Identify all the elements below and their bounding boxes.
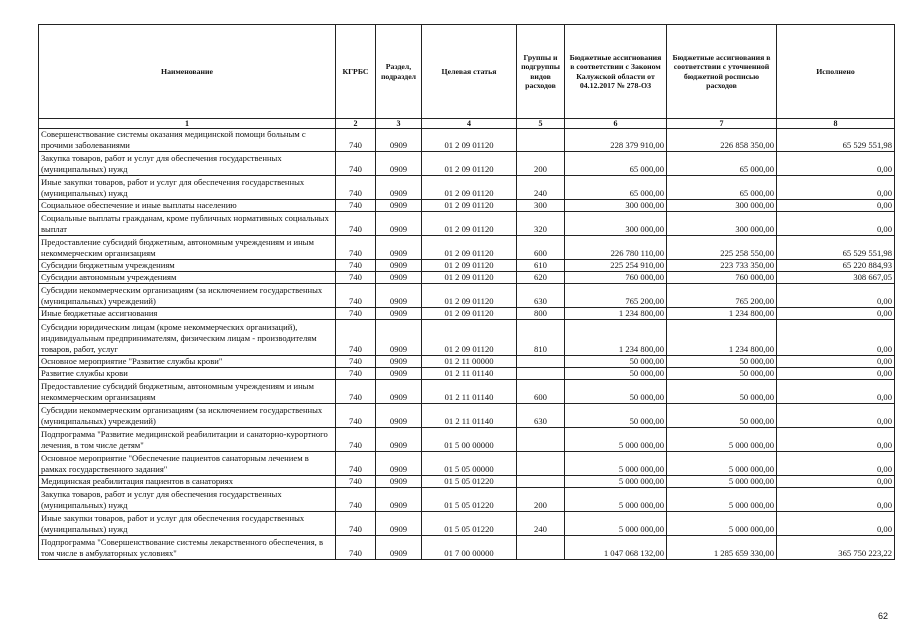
row-section: 0909 <box>376 404 422 428</box>
row-expense-group: 630 <box>517 404 565 428</box>
table-row <box>39 200 895 212</box>
row-name: Иные бюджетные ассигнования <box>39 308 336 320</box>
row-name: Предоставление субсидий бюджетным, автономным учреждениям и иным некоммерческим организациям <box>39 236 336 260</box>
row-expense-group: 200 <box>517 488 565 512</box>
row-kgrbs: 740 <box>336 200 376 212</box>
column-number: 8 <box>777 119 895 129</box>
row-target-article: 01 2 09 01120 <box>422 212 517 236</box>
row-kgrbs: 740 <box>336 380 376 404</box>
row-executed-amount: 0,00 <box>777 404 895 428</box>
row-name: Основное мероприятие "Обеспечение пациентов санаторным лечением в рамках государственного задания" <box>39 452 336 476</box>
row-executed-amount: 0,00 <box>777 356 895 368</box>
row-name: Закупка товаров, работ и услуг для обеспечения государственных (муниципальных) нужд <box>39 488 336 512</box>
row-kgrbs: 740 <box>336 152 376 176</box>
row-name: Предоставление субсидий бюджетным, автономным учреждениям и иным некоммерческим организациям <box>39 380 336 404</box>
row-refined-amount: 760 000,00 <box>667 272 777 284</box>
header-row <box>39 25 895 119</box>
table-row <box>39 236 895 260</box>
row-kgrbs: 740 <box>336 512 376 536</box>
row-refined-amount: 50 000,00 <box>667 380 777 404</box>
row-expense-group <box>517 476 565 488</box>
row-executed-amount: 65 220 884,93 <box>777 260 895 272</box>
column-number: 4 <box>422 119 517 129</box>
row-name: Субсидии бюджетным учреждениям <box>39 260 336 272</box>
row-name: Совершенствование системы оказания медицинской помощи больным с прочими заболеваниями <box>39 129 336 152</box>
row-target-article: 01 2 11 01140 <box>422 368 517 380</box>
row-law-amount: 300 000,00 <box>565 212 667 236</box>
row-name: Иные закупки товаров, работ и услуг для обеспечения государственных (муниципальных) нужд <box>39 512 336 536</box>
row-law-amount: 228 379 910,00 <box>565 129 667 152</box>
row-executed-amount: 0,00 <box>777 284 895 308</box>
row-kgrbs: 740 <box>336 129 376 152</box>
row-law-amount: 5 000 000,00 <box>565 488 667 512</box>
row-kgrbs: 740 <box>336 308 376 320</box>
row-executed-amount: 0,00 <box>777 512 895 536</box>
row-executed-amount: 0,00 <box>777 212 895 236</box>
row-kgrbs: 740 <box>336 404 376 428</box>
row-law-amount: 5 000 000,00 <box>565 476 667 488</box>
row-refined-amount: 300 000,00 <box>667 212 777 236</box>
row-executed-amount: 0,00 <box>777 176 895 200</box>
row-target-article: 01 2 09 01120 <box>422 129 517 152</box>
row-law-amount: 1 047 068 132,00 <box>565 536 667 560</box>
row-target-article: 01 2 09 01120 <box>422 284 517 308</box>
row-section: 0909 <box>376 356 422 368</box>
header-refined: Бюджетные ассигнования в соответствии с уточненной бюджетной росписью расходов <box>667 25 777 119</box>
row-expense-group: 600 <box>517 380 565 404</box>
row-law-amount: 50 000,00 <box>565 368 667 380</box>
header-group: Группы и подгруппы видов расходов <box>517 25 565 119</box>
row-expense-group: 200 <box>517 152 565 176</box>
column-number: 2 <box>336 119 376 129</box>
row-refined-amount: 65 000,00 <box>667 176 777 200</box>
row-law-amount: 300 000,00 <box>565 200 667 212</box>
row-refined-amount: 765 200,00 <box>667 284 777 308</box>
row-expense-group: 810 <box>517 320 565 356</box>
row-kgrbs: 740 <box>336 428 376 452</box>
row-expense-group: 320 <box>517 212 565 236</box>
row-target-article: 01 2 09 01120 <box>422 176 517 200</box>
table-row <box>39 368 895 380</box>
row-target-article: 01 5 05 01220 <box>422 488 517 512</box>
table-row <box>39 129 895 152</box>
row-section: 0909 <box>376 428 422 452</box>
row-refined-amount: 5 000 000,00 <box>667 488 777 512</box>
table-row <box>39 356 895 368</box>
row-executed-amount: 0,00 <box>777 320 895 356</box>
row-expense-group: 610 <box>517 260 565 272</box>
header-target: Целевая статья <box>422 25 517 119</box>
row-target-article: 01 2 11 00000 <box>422 356 517 368</box>
row-kgrbs: 740 <box>336 320 376 356</box>
row-refined-amount: 223 733 350,00 <box>667 260 777 272</box>
row-name: Основное мероприятие "Развитие службы крови" <box>39 356 336 368</box>
row-target-article: 01 2 09 01120 <box>422 200 517 212</box>
table-row <box>39 404 895 428</box>
header-kgrbs: КГРБС <box>336 25 376 119</box>
row-law-amount: 5 000 000,00 <box>565 512 667 536</box>
row-executed-amount: 65 529 551,98 <box>777 129 895 152</box>
row-section: 0909 <box>376 536 422 560</box>
column-number: 7 <box>667 119 777 129</box>
row-section: 0909 <box>376 476 422 488</box>
row-expense-group <box>517 428 565 452</box>
row-name: Закупка товаров, работ и услуг для обеспечения государственных (муниципальных) нужд <box>39 152 336 176</box>
row-kgrbs: 740 <box>336 368 376 380</box>
row-refined-amount: 5 000 000,00 <box>667 512 777 536</box>
row-section: 0909 <box>376 488 422 512</box>
row-refined-amount: 50 000,00 <box>667 356 777 368</box>
row-name: Субсидии некоммерческим организациям (за исключением государственных (муниципальных) учреждений) <box>39 284 336 308</box>
row-law-amount: 50 000,00 <box>565 380 667 404</box>
row-target-article: 01 2 09 01120 <box>422 272 517 284</box>
header-section: Раздел, подраздел <box>376 25 422 119</box>
row-executed-amount: 0,00 <box>777 428 895 452</box>
row-executed-amount: 308 667,05 <box>777 272 895 284</box>
row-executed-amount: 65 529 551,98 <box>777 236 895 260</box>
row-law-amount: 50 000,00 <box>565 404 667 428</box>
row-section: 0909 <box>376 260 422 272</box>
header-law: Бюджетные ассигнования в соответствии с Законом Калужской области от 04.12.2017 № 278-ОЗ <box>565 25 667 119</box>
row-law-amount: 765 200,00 <box>565 284 667 308</box>
row-target-article: 01 5 05 01220 <box>422 476 517 488</box>
row-section: 0909 <box>376 284 422 308</box>
row-target-article: 01 5 00 00000 <box>422 428 517 452</box>
row-expense-group: 300 <box>517 200 565 212</box>
row-name: Социальное обеспечение и иные выплаты населению <box>39 200 336 212</box>
row-executed-amount: 0,00 <box>777 488 895 512</box>
row-expense-group <box>517 129 565 152</box>
row-law-amount: 5 000 000,00 <box>565 452 667 476</box>
row-executed-amount: 0,00 <box>777 152 895 176</box>
row-executed-amount: 0,00 <box>777 308 895 320</box>
table-row <box>39 512 895 536</box>
column-number: 5 <box>517 119 565 129</box>
row-target-article: 01 2 09 01120 <box>422 320 517 356</box>
row-executed-amount: 365 750 223,22 <box>777 536 895 560</box>
row-law-amount: 65 000,00 <box>565 152 667 176</box>
row-refined-amount: 225 258 550,00 <box>667 236 777 260</box>
row-name: Медицинская реабилитация пациентов в санаториях <box>39 476 336 488</box>
row-kgrbs: 740 <box>336 272 376 284</box>
header-executed: Исполнено <box>777 25 895 119</box>
table-row <box>39 476 895 488</box>
row-name: Субсидии юридическим лицам (кроме некоммерческих организаций), индивидуальным предпринимателям, физическим лицам - производителям товаров, работ, услуг <box>39 320 336 356</box>
row-expense-group: 630 <box>517 284 565 308</box>
row-section: 0909 <box>376 320 422 356</box>
row-law-amount: 50 000,00 <box>565 356 667 368</box>
row-refined-amount: 50 000,00 <box>667 368 777 380</box>
row-target-article: 01 5 05 01220 <box>422 512 517 536</box>
table-row <box>39 536 895 560</box>
row-name: Субсидии автономным учреждениям <box>39 272 336 284</box>
row-section: 0909 <box>376 512 422 536</box>
row-kgrbs: 740 <box>336 452 376 476</box>
row-target-article: 01 2 11 01140 <box>422 380 517 404</box>
row-expense-group <box>517 452 565 476</box>
row-expense-group <box>517 356 565 368</box>
row-section: 0909 <box>376 368 422 380</box>
budget-table <box>38 24 895 560</box>
row-section: 0909 <box>376 272 422 284</box>
row-section: 0909 <box>376 308 422 320</box>
row-law-amount: 1 234 800,00 <box>565 308 667 320</box>
row-expense-group: 600 <box>517 236 565 260</box>
row-section: 0909 <box>376 200 422 212</box>
row-expense-group: 800 <box>517 308 565 320</box>
row-section: 0909 <box>376 129 422 152</box>
table-row <box>39 452 895 476</box>
row-kgrbs: 740 <box>336 260 376 272</box>
row-law-amount: 5 000 000,00 <box>565 428 667 452</box>
row-refined-amount: 226 858 350,00 <box>667 129 777 152</box>
row-refined-amount: 50 000,00 <box>667 404 777 428</box>
row-executed-amount: 0,00 <box>777 476 895 488</box>
row-expense-group: 620 <box>517 272 565 284</box>
row-refined-amount: 65 000,00 <box>667 152 777 176</box>
row-executed-amount: 0,00 <box>777 380 895 404</box>
table-row <box>39 152 895 176</box>
row-law-amount: 225 254 910,00 <box>565 260 667 272</box>
row-expense-group: 240 <box>517 512 565 536</box>
row-kgrbs: 740 <box>336 236 376 260</box>
column-number: 1 <box>39 119 336 129</box>
row-refined-amount: 5 000 000,00 <box>667 452 777 476</box>
row-refined-amount: 1 285 659 330,00 <box>667 536 777 560</box>
table-row <box>39 308 895 320</box>
row-expense-group <box>517 536 565 560</box>
row-kgrbs: 740 <box>336 488 376 512</box>
row-name: Социальные выплаты гражданам, кроме публичных нормативных социальных выплат <box>39 212 336 236</box>
row-section: 0909 <box>376 380 422 404</box>
row-target-article: 01 2 11 01140 <box>422 404 517 428</box>
row-refined-amount: 5 000 000,00 <box>667 476 777 488</box>
row-expense-group: 240 <box>517 176 565 200</box>
row-kgrbs: 740 <box>336 212 376 236</box>
row-name: Иные закупки товаров, работ и услуг для обеспечения государственных (муниципальных) нужд <box>39 176 336 200</box>
table-row <box>39 380 895 404</box>
row-kgrbs: 740 <box>336 284 376 308</box>
table-row <box>39 260 895 272</box>
row-section: 0909 <box>376 452 422 476</box>
row-law-amount: 226 780 110,00 <box>565 236 667 260</box>
row-target-article: 01 2 09 01120 <box>422 152 517 176</box>
row-name: Развитие службы крови <box>39 368 336 380</box>
column-number: 6 <box>565 119 667 129</box>
row-refined-amount: 1 234 800,00 <box>667 320 777 356</box>
row-refined-amount: 300 000,00 <box>667 200 777 212</box>
row-target-article: 01 2 09 01120 <box>422 260 517 272</box>
row-section: 0909 <box>376 176 422 200</box>
row-executed-amount: 0,00 <box>777 368 895 380</box>
table-row <box>39 272 895 284</box>
row-name: Подпрограмма "Развитие медицинской реабилитации и санаторно-курортного лечения, в том числе детям" <box>39 428 336 452</box>
row-kgrbs: 740 <box>336 356 376 368</box>
table-row <box>39 212 895 236</box>
row-law-amount: 760 000,00 <box>565 272 667 284</box>
table-row <box>39 284 895 308</box>
row-kgrbs: 740 <box>336 476 376 488</box>
row-section: 0909 <box>376 152 422 176</box>
column-number-row <box>39 119 895 129</box>
row-section: 0909 <box>376 212 422 236</box>
row-executed-amount: 0,00 <box>777 200 895 212</box>
row-section: 0909 <box>376 236 422 260</box>
table-row <box>39 428 895 452</box>
row-target-article: 01 2 09 01120 <box>422 236 517 260</box>
row-target-article: 01 2 09 01120 <box>422 308 517 320</box>
column-number: 3 <box>376 119 422 129</box>
table-row <box>39 488 895 512</box>
table-row <box>39 320 895 356</box>
row-name: Субсидии некоммерческим организациям (за исключением государственных (муниципальных) учреждений) <box>39 404 336 428</box>
page-number: 62 <box>878 611 889 621</box>
table-body <box>39 129 895 560</box>
row-target-article: 01 7 00 00000 <box>422 536 517 560</box>
header-name: Наименование <box>39 25 336 119</box>
row-refined-amount: 5 000 000,00 <box>667 428 777 452</box>
table-row <box>39 176 895 200</box>
row-refined-amount: 1 234 800,00 <box>667 308 777 320</box>
row-expense-group <box>517 368 565 380</box>
row-law-amount: 1 234 800,00 <box>565 320 667 356</box>
row-kgrbs: 740 <box>336 536 376 560</box>
row-target-article: 01 5 05 00000 <box>422 452 517 476</box>
row-name: Подпрограмма "Совершенствование системы лекарственного обеспечения, в том числе в амбулаторных условиях" <box>39 536 336 560</box>
row-law-amount: 65 000,00 <box>565 176 667 200</box>
row-kgrbs: 740 <box>336 176 376 200</box>
row-executed-amount: 0,00 <box>777 452 895 476</box>
